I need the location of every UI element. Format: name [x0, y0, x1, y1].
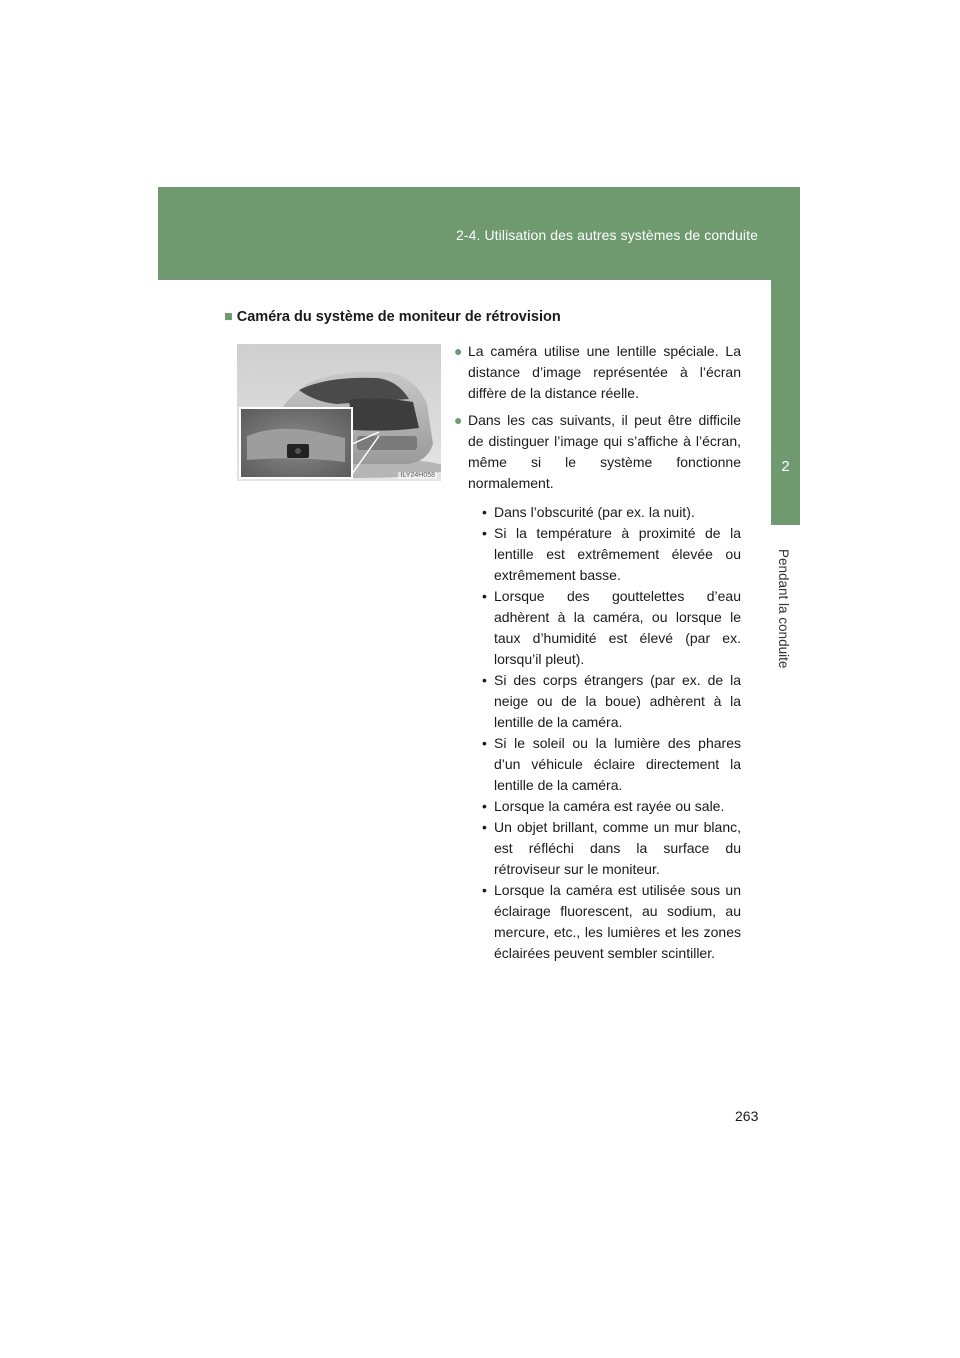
- condition-text: Lorsque des gouttelettes d’eau adhèrent à la caméra, ou lorsque le taux d’humidité est élevé (par ex. lorsqu’il pleut).: [494, 588, 741, 667]
- condition-mark: •: [482, 672, 487, 688]
- condition-text: Dans l’obscurité (par ex. la nuit).: [494, 504, 695, 520]
- condition-item: [482, 733, 741, 796]
- section-heading: [224, 309, 561, 325]
- conditions-list: [468, 502, 741, 964]
- chapter-tab: [771, 280, 800, 525]
- bullet-text: La caméra utilise une lentille spéciale. La distance d’image représentée à l’écran diffère de la distance réelle.: [468, 343, 741, 401]
- condition-item: [482, 586, 741, 670]
- rear-camera-illustration: [237, 344, 441, 481]
- condition-text: Si des corps étrangers (par ex. de la neige ou de la boue) adhèrent à la lentille de la caméra.: [494, 672, 741, 730]
- page-number: 263: [735, 1108, 759, 1124]
- condition-item: [482, 670, 741, 733]
- condition-item: [482, 796, 741, 817]
- condition-mark: •: [482, 882, 487, 898]
- condition-mark: •: [482, 504, 487, 520]
- condition-item: [482, 817, 741, 880]
- condition-text: Lorsque la caméra est rayée ou sale.: [494, 798, 725, 814]
- condition-text: Lorsque la caméra est utilisée sous un éclairage fluorescent, au sodium, au mercure, etc., les lumières et les zones éclairées peuvent sembler scintiller.: [494, 882, 741, 961]
- bullet-item: [454, 341, 741, 404]
- section-title: 2-4. Utilisation des autres systèmes de conduite: [455, 227, 758, 243]
- condition-mark: •: [482, 525, 487, 541]
- chapter-number: 2: [781, 458, 790, 475]
- condition-mark: •: [482, 588, 487, 604]
- condition-text: Un objet brillant, comme un mur blanc, est réfléchi dans la surface du rétroviseur sur le moniteur.: [494, 819, 741, 877]
- condition-text: Si le soleil ou la lumière des phares d’un véhicule éclaire directement la lentille de la caméra.: [494, 735, 741, 793]
- condition-mark: •: [482, 819, 487, 835]
- bullet-item: [454, 410, 741, 964]
- condition-item: [482, 523, 741, 586]
- figure-code: ILY24H058: [400, 472, 435, 479]
- bullet-dot-icon: ●: [454, 412, 463, 428]
- content-column: [454, 341, 741, 970]
- bullet-dot-icon: ●: [454, 343, 463, 359]
- section-heading-text: Caméra du système de moniteur de rétrovision: [236, 309, 561, 325]
- condition-mark: •: [482, 798, 487, 814]
- car-rear-camera-image: [237, 344, 441, 481]
- condition-item: [482, 502, 741, 523]
- chapter-label-area: [771, 525, 800, 675]
- condition-text: Si la température à proximité de la lentille est extrêmement élevée ou extrêmement basse.: [494, 525, 741, 583]
- chapter-label: Pendant la conduite: [776, 549, 791, 669]
- chapter-header-bar: [158, 187, 800, 280]
- bullet-text: Dans les cas suivants, il peut être difficile de distinguer l’image qui s’affiche à l’écran, même si le système fonctionne normalement.: [468, 412, 741, 491]
- condition-mark: •: [482, 735, 487, 751]
- condition-item: [482, 880, 741, 964]
- heading-square-icon: ■: [224, 309, 233, 325]
